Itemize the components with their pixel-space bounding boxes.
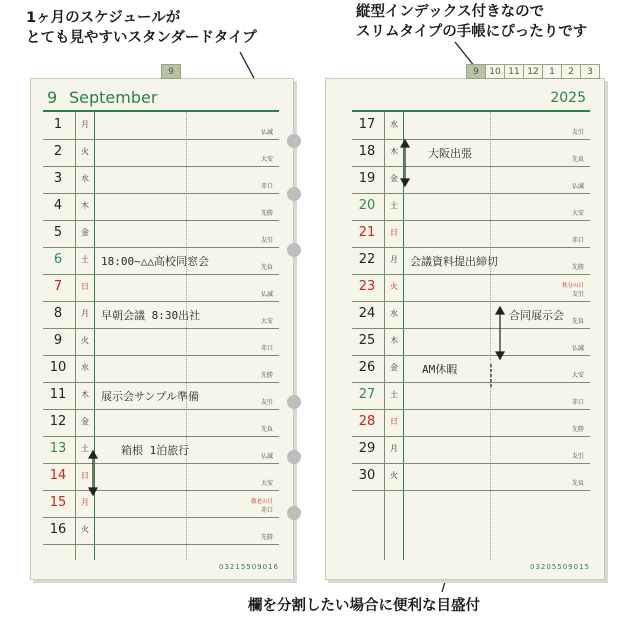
- index-tab-12[interactable]: 12: [523, 64, 543, 79]
- rokuyo-label: 大安: [260, 480, 273, 487]
- weekday-label: 火: [81, 525, 89, 534]
- weekday-label: 日: [81, 471, 89, 480]
- day-number: 28: [358, 414, 376, 429]
- rokuyo-label: 赤口: [260, 345, 273, 352]
- rokuyo-label: 友引: [260, 237, 273, 244]
- callout-bottom: 欄を分割したい場合に便利な目盛付: [248, 598, 480, 614]
- rokuyo-label: 仏滅: [260, 129, 273, 136]
- rokuyo-label: 先勝: [571, 426, 584, 433]
- weekday-label: 水: [81, 174, 89, 183]
- rokuyo-label: 先負: [571, 480, 584, 487]
- handwritten-memo: 会議資料提出締切: [410, 255, 498, 268]
- year-label: 2025: [550, 90, 586, 106]
- weekday-label: 月: [390, 255, 398, 264]
- index-tab-3[interactable]: 3: [580, 64, 600, 79]
- day-number: 14: [49, 468, 67, 483]
- handwritten-memo: 展示会サンプル準備: [101, 390, 200, 403]
- day-number: 24: [358, 306, 376, 321]
- weekday-label: 木: [81, 201, 89, 210]
- index-tab-9[interactable]: 9: [161, 64, 181, 79]
- right-page-code: 03205509015: [530, 563, 590, 571]
- rokuyo-label: 先勝: [260, 372, 273, 379]
- rokuyo-label: 友引: [571, 291, 584, 298]
- day-number: 7: [53, 279, 63, 294]
- left-page-code: 03215509016: [219, 563, 279, 571]
- day-number: 30: [358, 468, 376, 483]
- weekday-label: 金: [81, 228, 89, 237]
- rokuyo-label: 赤口: [571, 237, 584, 244]
- day-number: 3: [53, 171, 63, 186]
- rokuyo-label: 先勝: [260, 534, 273, 541]
- day-number: 18: [358, 144, 376, 159]
- day-number: 11: [49, 387, 67, 402]
- arrow-24-25: [496, 307, 504, 359]
- weekday-label: 木: [390, 336, 398, 345]
- weekday-label: 月: [81, 120, 89, 129]
- rokuyo-label: 赤口: [260, 507, 273, 514]
- callout-top-left-line-1: 1ヶ月のスケジュールが: [26, 10, 181, 26]
- day-number: 25: [358, 333, 376, 348]
- weekday-label: 月: [81, 309, 89, 318]
- handwritten-memo: 早朝会議 8:30出社: [101, 309, 201, 322]
- rokuyo-label: 大安: [260, 318, 273, 325]
- handwritten-memo: 大阪出張: [428, 147, 472, 160]
- rokuyo-label: 友引: [260, 399, 273, 406]
- weekday-label: 金: [81, 417, 89, 426]
- weekday-label: 火: [390, 282, 398, 291]
- day-number: 20: [358, 198, 376, 213]
- weekday-label: 月: [390, 444, 398, 453]
- index-tab-11[interactable]: 11: [504, 64, 524, 79]
- index-tab-10[interactable]: 10: [485, 64, 505, 79]
- weekday-label: 火: [390, 471, 398, 480]
- rokuyo-label: 赤口: [571, 399, 584, 406]
- month-name: September: [69, 88, 158, 107]
- rokuyo-label: 先負: [260, 264, 273, 271]
- index-tab-2[interactable]: 2: [561, 64, 581, 79]
- day-number: 4: [53, 198, 63, 213]
- day-number: 21: [358, 225, 376, 240]
- callout-top-right-line-2: スリムタイプの手帳にぴったりです: [356, 24, 588, 40]
- rokuyo-label: 仏滅: [571, 345, 584, 352]
- weekday-label: 土: [81, 444, 89, 453]
- weekday-label: 土: [390, 201, 398, 210]
- day-number: 6: [53, 252, 63, 267]
- weekday-label: 月: [81, 498, 89, 507]
- rokuyo-label: 先負: [571, 318, 584, 325]
- day-number: 1: [53, 117, 63, 132]
- rokuyo-label: 先負: [571, 156, 584, 163]
- rokuyo-label: 先負: [260, 426, 273, 433]
- weekday-label: 日: [390, 228, 398, 237]
- weekday-label: 水: [81, 363, 89, 372]
- rokuyo-label: 大安: [571, 210, 584, 217]
- weekday-label: 火: [81, 147, 89, 156]
- rokuyo-label: 仏滅: [260, 453, 273, 460]
- weekday-label: 木: [81, 390, 89, 399]
- day-number: 29: [358, 441, 376, 456]
- handwritten-memo: 箱根 1泊旅行: [121, 444, 190, 457]
- day-number: 16: [49, 522, 67, 537]
- weekday-label: 火: [81, 336, 89, 345]
- weekday-label: 金: [390, 363, 398, 372]
- handwritten-memo: 18:00~△△高校同窓会: [101, 255, 209, 268]
- callout-top-right-line-1: 縦型インデックス付きなので: [356, 4, 545, 20]
- month-number: 9: [47, 88, 58, 107]
- rokuyo-label: 先勝: [260, 210, 273, 217]
- day-number: 13: [49, 441, 67, 456]
- rokuyo-label: 赤口: [260, 183, 273, 190]
- day-number: 2: [53, 144, 63, 159]
- day-number: 12: [49, 414, 67, 429]
- day-number: 27: [358, 387, 376, 402]
- weekday-label: 水: [390, 309, 398, 318]
- weekday-label: 金: [390, 174, 398, 183]
- weekday-label: 土: [81, 255, 89, 264]
- day-number: 23: [358, 279, 376, 294]
- rokuyo-label: 友引: [571, 453, 584, 460]
- weekday-label: 土: [390, 390, 398, 399]
- day-number: 9: [53, 333, 63, 348]
- day-number: 26: [358, 360, 376, 375]
- day-number: 17: [358, 117, 376, 132]
- day-number: 22: [358, 252, 376, 267]
- day-number: 15: [49, 495, 67, 510]
- day-number: 8: [53, 306, 63, 321]
- holiday-label: 秋分の日: [561, 283, 584, 289]
- day-number: 5: [53, 225, 63, 240]
- day-number: 10: [49, 360, 67, 375]
- weekday-label: 水: [390, 120, 398, 129]
- arrow-18-19: [401, 140, 409, 186]
- handwritten-memo: 合同展示会: [509, 309, 564, 322]
- rokuyo-label: 先勝: [571, 264, 584, 271]
- rokuyo-label: 大安: [571, 372, 584, 379]
- rokuyo-label: 大安: [260, 156, 273, 163]
- weekday-label: 日: [390, 417, 398, 426]
- rokuyo-label: 友引: [571, 129, 584, 136]
- holiday-label: 敬老の日: [250, 499, 273, 505]
- rokuyo-label: 仏滅: [260, 291, 273, 298]
- weekday-label: 木: [390, 147, 398, 156]
- day-number: 19: [358, 171, 376, 186]
- index-tab-1[interactable]: 1: [542, 64, 562, 79]
- index-tab-9[interactable]: 9: [466, 64, 486, 79]
- handwritten-memo: AM休暇: [422, 363, 458, 376]
- callout-top-left-line-2: とても見やすいスタンダードタイプ: [26, 30, 257, 46]
- rokuyo-label: 仏滅: [571, 183, 584, 190]
- arrow-13-14: [89, 451, 97, 495]
- weekday-label: 日: [81, 282, 89, 291]
